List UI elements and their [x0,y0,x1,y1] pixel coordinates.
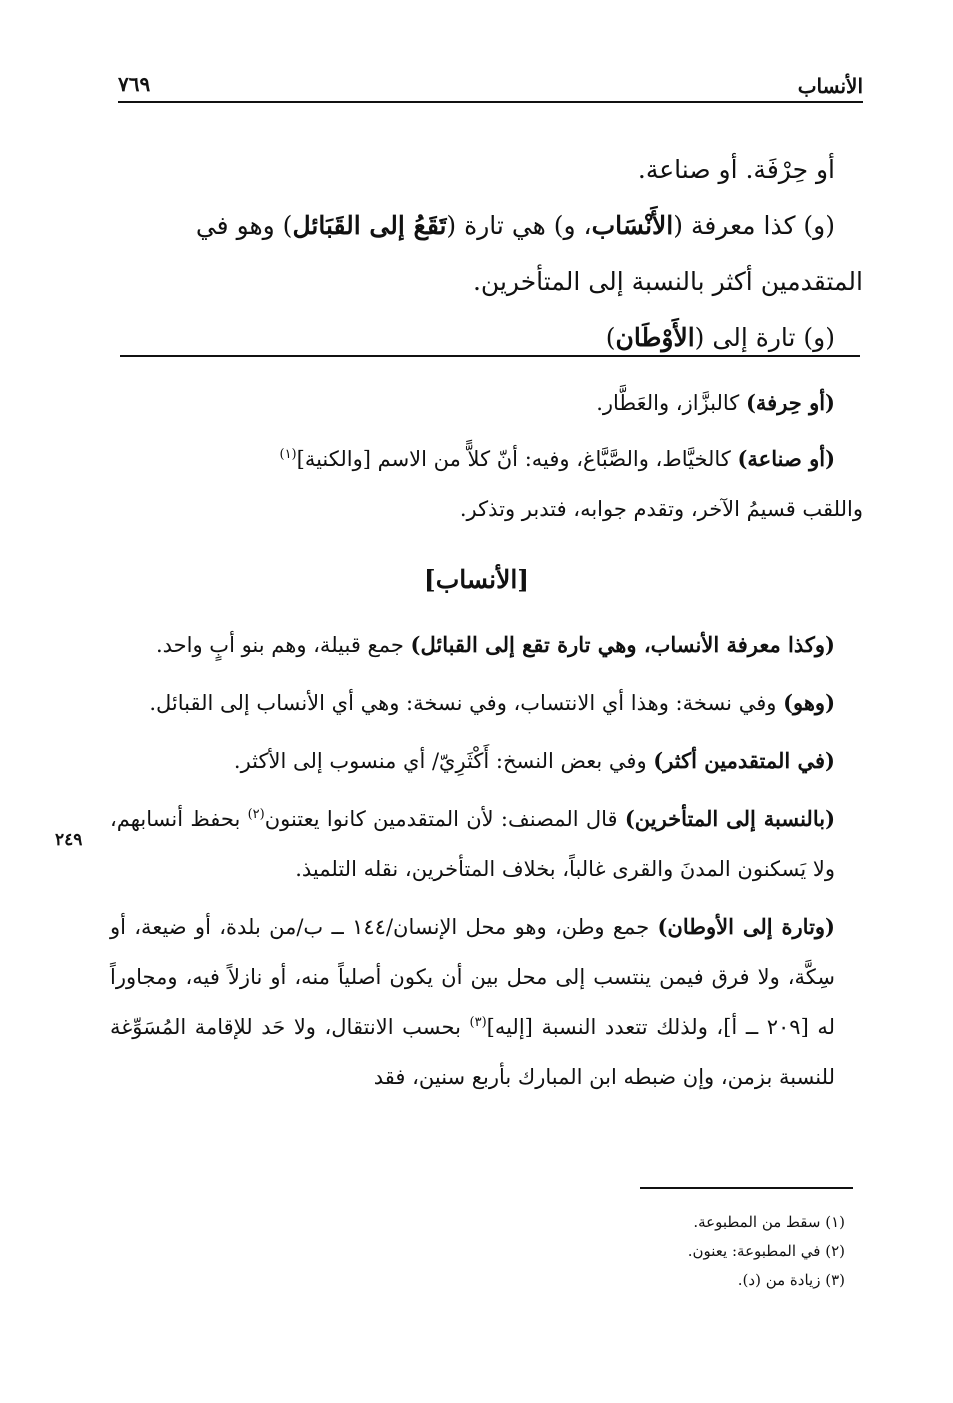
bold-lemma: (أو صناعة) [737,446,835,471]
page-number: ٧٦٩ [118,72,151,96]
text-run: جمع وطن، وهو محل الإنسان/١٤٤ ــ ب/من بلدة، أو ضيعة، أو سِكَّة، ولا فرق فيمن ينتسب إلى محل بين أن يكون أصلياً منه، أو نازلاً فيه، ومجاوراً له [٢٠٩ ــ أ]، ولذلك تتعدد النسبة [إليه] [110,915,835,1039]
footnote-ref[interactable]: (٣) [469,1015,487,1030]
bold-lemma: (وهو) [783,690,835,715]
text-run: وفي بعض النسخ: أَكْثَرِيّ/ أي منسوب إلى الأكثر. [233,749,654,773]
commentary-para [110,678,863,728]
text-run: ) [605,323,616,352]
manuscript-folio-number: ٢٤٩ [55,830,83,850]
text-run: (و) كذا معرفة ( [673,211,835,240]
footnote: (٢) في المطبوعة: يعنون. [687,1242,845,1260]
main-line-1: أو حِرْفَة. أو صناعة. [637,155,835,184]
bold-lemma: (بالنسبة إلى المتأخرين) [624,806,836,831]
text-run: بحسب الانتقال، ولا حَد للإقامة المُسَوِّغة للنسبة بزمن، وإن ضبطه ابن المبارك بأربع سنين، فقد [110,1015,835,1089]
commentary-para [110,794,863,894]
bold-lemma: (في المتقدمين أكثر) [653,748,835,773]
bold-lemma: (أو حِرفة) [745,390,835,415]
text-run: كالخيَّاط، والصَّبَّاغ، وفيه: أنّ كلاًّ من الاسم [والكنية] [296,447,738,471]
main-line-3: المتقدمين أكثر بالنسبة إلى المتأخرين. [472,267,863,296]
text-run: (و) تارة إلى ( [694,323,835,352]
footnotes [688,1208,845,1295]
footnote-ref[interactable]: (١) [279,447,297,462]
main-text [100,142,863,366]
text-run: جمع قبيلة، وهم بنو أبٍ واحد. [155,633,411,657]
text-run: بحفظ أنسابهم، ولا يَسكنون المدنَ والقرى غالباً، بخلاف المتأخرين، نقله التلميذ. [110,807,835,881]
text-run: وفي نسخة: وهذا أي الانتساب، وفي نسخة: وهي أي الأنساب إلى القبائل. [149,691,784,715]
header-rule [118,101,863,103]
commentary-para [110,736,863,786]
main-line-4 [100,310,863,366]
bold-term: الأَوْطَان [615,323,695,352]
section-title: [الأنساب] [423,565,530,594]
text-run: ) وهو في [195,211,293,240]
commentary-para-cont: واللقب قسيمُ الآخر، وتقدم جوابه، فتدبر وتذكر. [459,497,863,521]
bold-lemma: (وتارة إلى الأوطان) [657,914,835,939]
text-run: كالبزَّاز، والعَطَّار. [596,391,746,415]
commentary-para [110,620,863,670]
footnote: (١) سقط من المطبوعة. [693,1213,845,1231]
footnote-ref[interactable]: (٢) [247,807,265,822]
running-header-title: الأنساب [797,74,863,98]
text-run: قال المصنف: لأن المتقدمين كانوا يعتنون [264,807,625,831]
text-separator-rule [120,355,860,357]
commentary-block-2 [110,620,863,1102]
commentary-block-1 [110,378,863,534]
footnote: (٣) زيادة من (د). [737,1271,845,1289]
text-run: ، و) هي تارة ( [446,211,592,240]
bold-lemma: (وكذا معرفة الأنساب، وهي تارة تقع إلى القبائل) [410,632,835,657]
footnote-rule [640,1187,853,1189]
commentary-para [110,378,863,428]
commentary-para [110,902,863,1102]
commentary-para [110,434,863,484]
bold-term: الأَنْسَاب [591,211,674,240]
bold-term: تَقَعُ إلى القَبَائل [292,211,447,240]
main-line-2 [100,198,863,254]
